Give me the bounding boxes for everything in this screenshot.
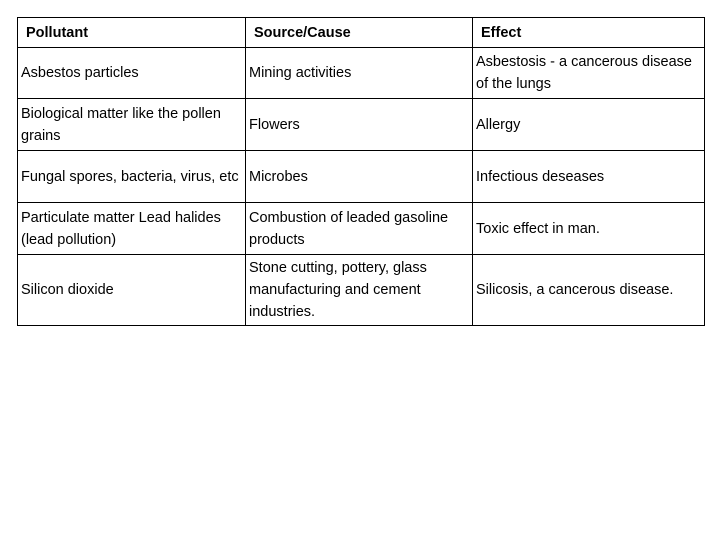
cell-effect: Asbestosis - a cancerous disease of the lungs [473, 48, 705, 99]
cell-effect: Toxic effect in man. [473, 203, 705, 255]
table-row [18, 99, 705, 151]
pollution-table [17, 17, 705, 326]
table-row [18, 48, 705, 99]
cell-pollutant: Asbestos particles [18, 48, 246, 99]
header-pollutant: Pollutant [18, 18, 246, 48]
cell-effect: Silicosis, a cancerous disease. [473, 255, 705, 326]
cell-source: Microbes [246, 151, 473, 203]
table-row [18, 203, 705, 255]
cell-source: Flowers [246, 99, 473, 151]
table-row [18, 255, 705, 326]
cell-effect: Infectious deseases [473, 151, 705, 203]
cell-pollutant: Biological matter like the pollen grains [18, 99, 246, 151]
cell-effect: Allergy [473, 99, 705, 151]
cell-source: Stone cutting, pottery, glass manufacturing and cement industries. [246, 255, 473, 326]
header-source-cause: Source/Cause [246, 18, 473, 48]
cell-source: Combustion of leaded gasoline products [246, 203, 473, 255]
cell-source: Mining activities [246, 48, 473, 99]
header-effect: Effect [473, 18, 705, 48]
table-row [18, 151, 705, 203]
cell-pollutant: Particulate matter Lead halides (lead pollution) [18, 203, 246, 255]
cell-pollutant: Silicon dioxide [18, 255, 246, 326]
table-header-row [18, 18, 705, 48]
cell-pollutant: Fungal spores, bacteria, virus, etc [18, 151, 246, 203]
